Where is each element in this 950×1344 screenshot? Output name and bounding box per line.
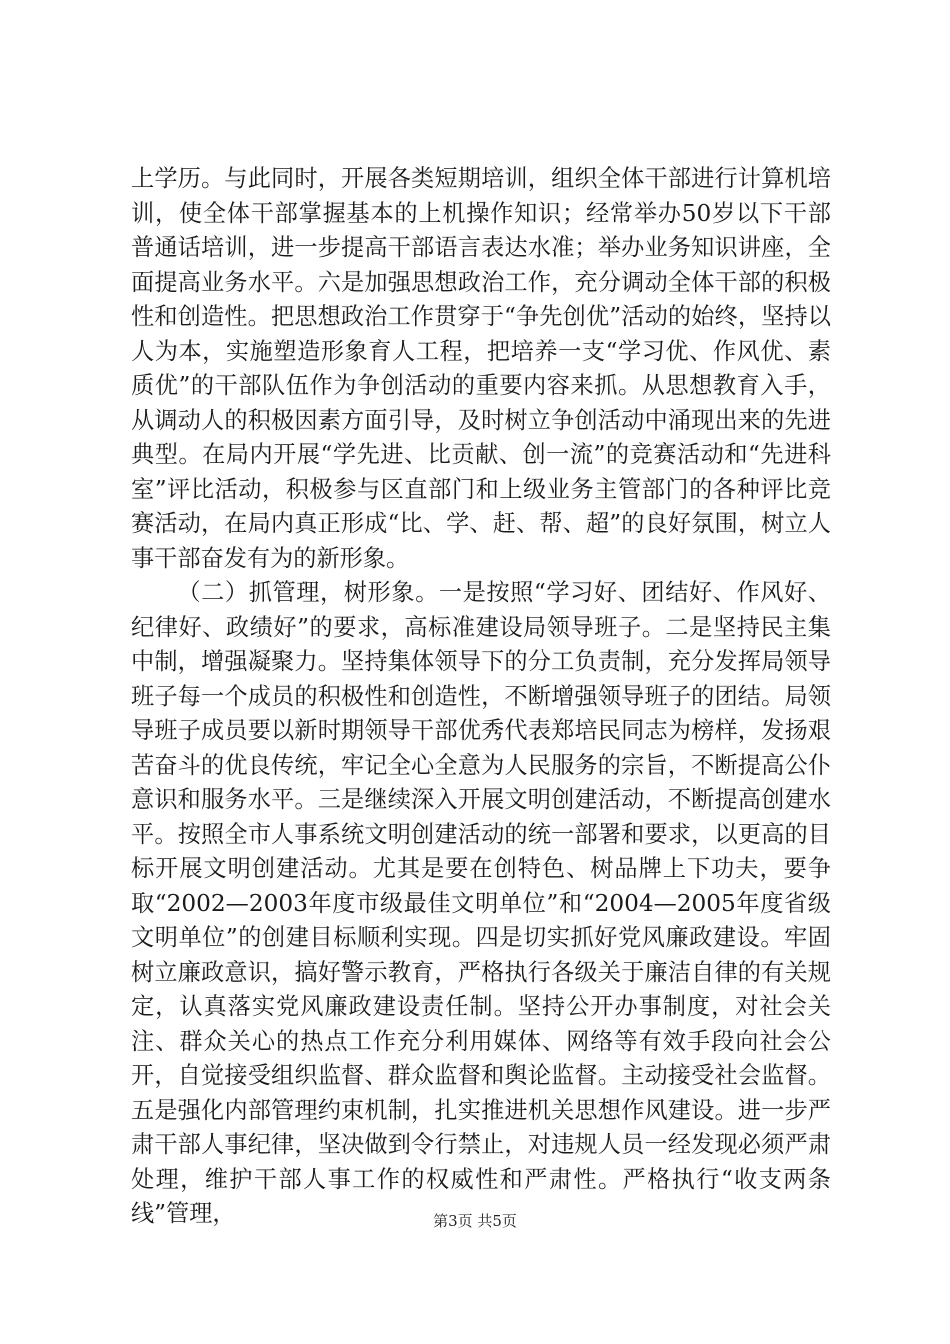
page-number: 第3页 共5页	[433, 1212, 517, 1230]
paragraph-2: （二）抓管理，树形象。一是按照“学习好、团结好、作风好、纪律好、政绩好”的要求，高标准建设局领导班子。二是坚持民主集中制，增强凝聚力。坚持集体领导下的分工负责制，充分发挥局领导班子每一个成员的积极性和创造性，不断增强领导班子的团结。局领导班子成员要以新时期领导干部优秀代表郑培民同志为榜样，发扬艰苦奋斗的优良传统，牢记全心全意为人民服务的宗旨，不断提高公仆意识和服务水平。三是继续深入开展文明创建活动，不断提高创建水平。按照全市人事系统文明创建活动的统一部署和要求，以更高的目标开展文明创建活动。尤其是要在创特色、树品牌上下功夫，要争取“2002—2003年度市级最佳文明单位”和“2004—2005年度省级文明单位”的创建目标顺利实现。四是切实抓好党风廉政建设。牢固树立廉政意识，搞好警示教育，严格执行各级关于廉洁自律的有关规定，认真落实党风廉政建设责任制。坚持公开办事制度，对社会关注、群众关心的热点工作充分利用媒体、网络等有效手段向社会公开，自觉接受组织监督、群众监督和舆论监督。主动接受社会监督。五是强化内部管理约束机制，扎实推进机关思想作风建设。进一步严肃干部人事纪律，坚决做到令行禁止，对违规人员一经发现必须严肃处理，维护干部人事工作的权威性和严肃性。严格执行“收支两条线”管理，	[131, 579, 831, 1227]
paragraph-1: 上学历。与此同时，开展各类短期培训，组织全体干部进行计算机培训，使全体干部掌握基本的上机操作知识；经常举办50岁以下干部普通话培训，进一步提高干部语言表达水准；举办业务知识讲座，全面提高业务水平。六是加强思想政治工作，充分调动全体干部的积极性和创造性。把思想政治工作贯穿于“争先创优”活动的始终，坚持以人为本，实施塑造形象育人工程，把培养一支“学习优、作风优、素质优”的干部队伍作为争创活动的重要内容来抓。从思想教育入手，从调动人的积极因素方面引导，及时树立争创活动中涌现出来的先进典型。在局内开展“学先进、比贡献、创一流”的竞赛活动和“先进科室”评比活动，积极参与区直部门和上级业务主管部门的各种评比竞赛活动，在局内真正形成“比、学、赶、帮、超”的良好氛围，树立人事干部奋发有为的新形象。	[131, 165, 831, 572]
document-body	[131, 162, 831, 1232]
page-footer	[0, 1210, 950, 1231]
